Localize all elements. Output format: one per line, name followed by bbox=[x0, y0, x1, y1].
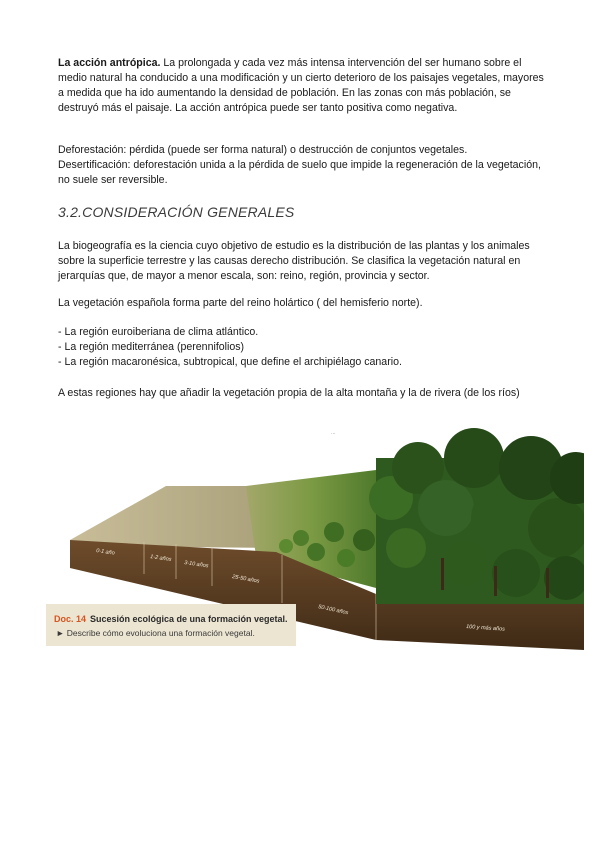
regions-list bbox=[58, 325, 402, 370]
stage-label-5: 100 y más años bbox=[465, 624, 506, 633]
accion-antropica-term: La acción antrópica. bbox=[58, 57, 161, 69]
paragraph-alta-montana: A estas regiones hay que añadir la vegetación propia de la alta montaña y la de rivera (de los ríos) bbox=[58, 387, 520, 399]
caption-box bbox=[46, 604, 296, 646]
definition-deforestacion: Deforestación: pérdida (puede ser forma natural) o destrucción de conjuntos vegetales. bbox=[58, 144, 468, 156]
paragraph-accion-antropica bbox=[58, 56, 546, 116]
paragraph-biogeografia: La biogeografía es la ciencia cuyo objetivo de estudio es la distribución de las plantas y los animales sobre la superficie terrestre y las causas derecho distribución. Se clasifica la vegetación natural en jerarquías que, de mayor a menor escala, son: reino, región, provincia y sector. bbox=[58, 240, 530, 282]
stage-label-3: 25-50 años bbox=[231, 574, 260, 585]
region-item-euroiberiana: - La región euroiberiana de clima atlántico. bbox=[58, 326, 259, 338]
accion-antropica-text: La prolongada y cada vez más intensa intervención del ser humano sobre el medio natural ha conducido a una modificación y un cierto deterioro de los paisajes vegetales, mayores a medida que ha ido aumentando la densidad de población. En las zonas con más población, se destruyó más el paisaje. La acción antrópica puede ser tanto positiva como negativa. bbox=[58, 57, 544, 114]
figure-top-text: ... bbox=[331, 430, 336, 436]
caption-subtitle: ► Describe cómo evoluciona una formación vegetal. bbox=[56, 628, 255, 638]
stage-label-4: 50-100 años bbox=[317, 604, 349, 617]
succession-illustration bbox=[46, 428, 584, 668]
definition-desertificacion: Desertificación: deforestación unida a la pérdida de suelo que impide la regeneración de la vegetación, no suele ser reversible. bbox=[58, 159, 541, 186]
caption-doc-label: Doc. 14 bbox=[54, 614, 87, 624]
succession-figure bbox=[46, 428, 584, 668]
region-item-mediterranea: - La región mediterránea (perennifolios) bbox=[58, 341, 245, 353]
section-heading: 3.2.CONSIDERACIÓN GENERALES bbox=[58, 204, 295, 220]
region-item-macaronesica: - La región macaronésica, subtropical, que define el archipiélago canario. bbox=[58, 356, 402, 368]
mature-forest bbox=[369, 428, 584, 604]
paragraph-vegetacion-espanola: La vegetación española forma parte del reino holártico ( del hemisferio norte). bbox=[58, 297, 423, 309]
caption-title: Sucesión ecológica de una formación vegetal. bbox=[90, 614, 288, 624]
stage-label-2: 3-10 años bbox=[183, 560, 209, 570]
stage-label-0: 0-1 año bbox=[95, 548, 116, 557]
stage-label-1: 1-2 años bbox=[149, 554, 172, 563]
